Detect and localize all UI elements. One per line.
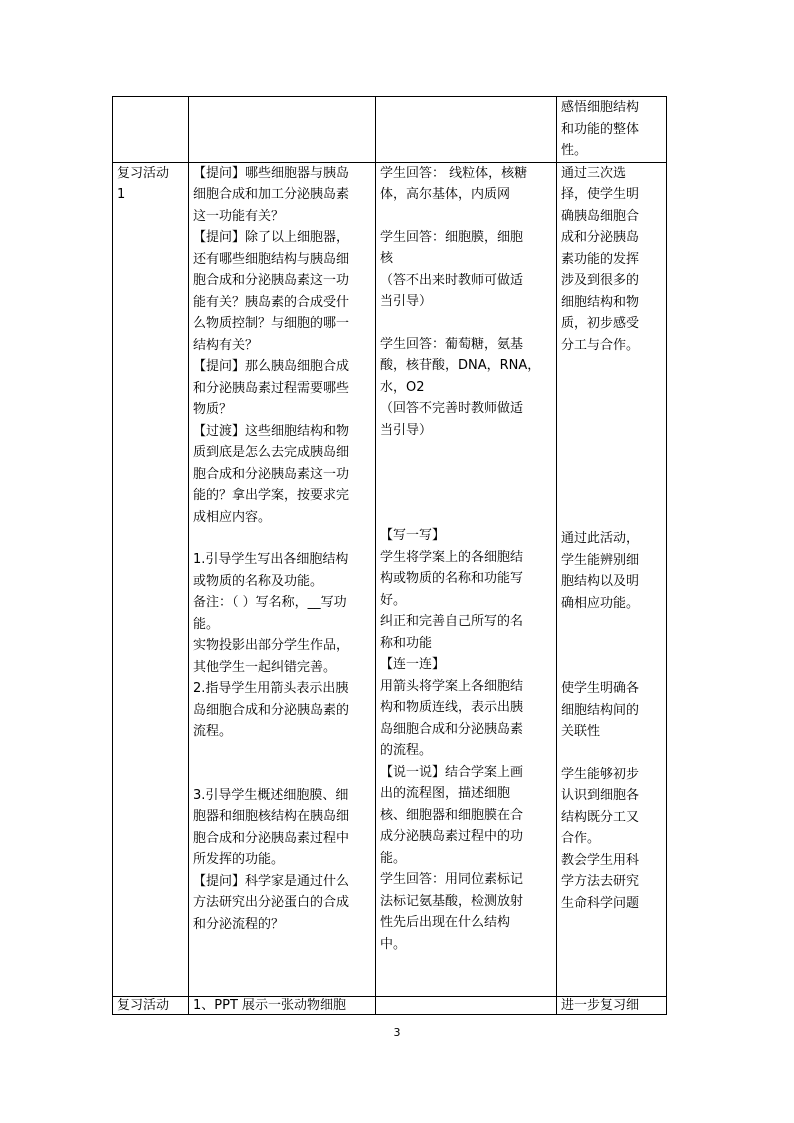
- text-line: 和分泌流程的？: [193, 916, 285, 932]
- cell-bottom-intent: 进一步复习细: [557, 996, 667, 1014]
- text-line: 学生回答：细胞膜，细胞: [380, 229, 524, 245]
- text-line: 称和功能: [380, 635, 433, 651]
- text-line: 通过三次选: [561, 165, 627, 181]
- text-line: 认识到细胞各: [561, 788, 640, 803]
- lines-teacher-guide-1-2: [193, 549, 371, 743]
- text-line: 学方法去研究: [561, 874, 640, 889]
- text-line: 能的？拿出学案，按要求完: [193, 488, 350, 503]
- text-line: 确相应功能。: [561, 595, 640, 611]
- text-line: 学生能辨别细: [561, 552, 640, 568]
- text-line: 学生回答： 线粒体，核糖: [380, 165, 528, 181]
- text-line: 关联性: [561, 724, 601, 739]
- text-line: 教会学生用科: [561, 852, 640, 868]
- text-line: 实物投影出部分学生作品，: [193, 638, 350, 653]
- text-line: 分工与合作。: [561, 337, 640, 353]
- text-line: 能。: [380, 850, 407, 866]
- table-row-top: [113, 97, 667, 163]
- table-row-review-activity-1: [113, 162, 667, 996]
- text-line: 学生回答：葡萄糖，氨基: [380, 336, 524, 352]
- text-line: 胞合成和分泌胰岛素过程中: [193, 830, 350, 846]
- cell-top-teacher: [189, 97, 376, 163]
- text-line: （答不出来时教师可做适: [380, 272, 524, 288]
- text-line: 成分泌胰岛素过程中的功: [380, 829, 524, 844]
- text-line: 好。: [380, 592, 407, 608]
- text-line: 性。: [561, 143, 588, 158]
- lines-teacher-guide-3: [193, 785, 371, 936]
- text-line: 酸，核苷酸，DNA，RNA，: [380, 358, 541, 373]
- text-line: 学生回答：用同位素标记: [380, 872, 524, 887]
- text-line: 还有哪些细胞结构与胰岛细: [193, 251, 350, 267]
- text-line: 岛细胞合成和分泌胰岛素的: [193, 702, 350, 718]
- text-line: 物质？: [193, 402, 233, 417]
- lines-teacher-questions: [193, 163, 371, 529]
- text-line: 方法研究出分泌蛋白的合成: [193, 895, 350, 910]
- lines-intent-2: [561, 528, 662, 614]
- table-row-bottom: [113, 996, 667, 1014]
- text-line: 构和物质连线，表示出胰: [380, 700, 524, 715]
- text-line: 感悟细胞结构: [561, 100, 640, 115]
- text-line: 结构既分工又: [561, 809, 640, 825]
- text-line: 涉及到很多的: [561, 273, 640, 288]
- text-line: 能。: [193, 616, 220, 632]
- text-line: 当引导）: [380, 294, 433, 309]
- page-number: 3: [393, 1026, 401, 1039]
- text-line: 成和分泌胰岛: [561, 230, 640, 245]
- cell-top-student: [376, 97, 557, 163]
- text-line: 质到底是怎么去完成胰岛细: [193, 445, 350, 460]
- text-line: 细胞结构间的: [561, 702, 640, 718]
- text-line: 出的流程图，描述细胞: [380, 786, 511, 801]
- lines-student-answer-3: [380, 334, 552, 442]
- text-line: 细胞结构和物: [561, 294, 640, 310]
- text-line: 细胞合成和加工分泌胰岛素: [193, 187, 350, 202]
- text-line: 其他学生一起纠错完善。: [193, 659, 337, 675]
- cell-top-activity: [113, 97, 189, 163]
- text-line: 复习活动: [117, 165, 170, 181]
- cell-top-intent: [557, 97, 667, 163]
- text-line: 流程。: [193, 724, 233, 739]
- text-line: 学生能够初步: [561, 766, 640, 782]
- text-line: 结构有关？: [193, 337, 259, 353]
- cell-student-activity: [376, 162, 557, 996]
- text-line: 【提问】科学家是通过什么: [193, 873, 350, 889]
- lines-intent-3: [561, 678, 662, 743]
- text-line: （回答不完善时教师做适: [380, 401, 524, 416]
- text-line: 能有关？胰岛素的合成受什: [193, 294, 350, 310]
- text-line: 核: [380, 251, 394, 266]
- text-line: 的流程。: [380, 743, 433, 758]
- text-line: 确胰岛细胞合: [561, 208, 640, 224]
- text-line: 【连一连】: [380, 657, 446, 672]
- text-line: 使学生明确各: [561, 681, 640, 696]
- text-line: 成相应内容。: [193, 509, 272, 525]
- text-line: 【写一写】: [380, 528, 446, 543]
- text-line: 体，高尔基体，内质网: [380, 187, 511, 202]
- cell-bottom-teacher: 1、PPT 展示一张动物细胞: [189, 996, 376, 1014]
- text-line: 质，初步感受: [561, 316, 640, 331]
- text-line: 【过渡】这些细胞结构和物: [193, 423, 350, 439]
- cell-bottom-activity: 复习活动: [113, 996, 189, 1014]
- text-line: 胞合成和分泌胰岛素这一功: [193, 273, 350, 288]
- lines-student-answer-2: [380, 227, 552, 313]
- text-line: 1: [117, 187, 126, 202]
- text-line: 素功能的发挥: [561, 251, 640, 267]
- text-line: 法标记氨基酸，检测放射: [380, 893, 524, 909]
- text-line: 么物质控制？与细胞的哪一: [193, 316, 350, 331]
- text-line: 水，O2: [380, 379, 425, 395]
- cell-activity-name: [113, 162, 189, 996]
- lesson-plan-table: [112, 96, 667, 1015]
- text-line: 【提问】除了以上细胞器，: [193, 230, 350, 245]
- lines-intent-4: [561, 764, 662, 915]
- text-line: 【说一说】结合学案上画: [380, 764, 524, 780]
- lines-top-intent: [561, 97, 662, 162]
- cell-design-intent: [557, 162, 667, 996]
- text-line: 择，使学生明: [561, 187, 640, 202]
- text-line: 这一功能有关？: [193, 208, 285, 224]
- text-line: 【提问】哪些细胞器与胰岛: [193, 165, 350, 181]
- lines-student-answer-1: [380, 163, 552, 206]
- text-line: 或物质的名称及功能。: [193, 573, 324, 589]
- text-line: 和功能的整体: [561, 121, 640, 137]
- text-line: 合作。: [561, 831, 601, 846]
- text-line: 3.引导学生概述细胞膜、细: [193, 787, 349, 803]
- text-line: 通过此活动，: [561, 531, 640, 546]
- lines-student-tasks: [380, 525, 552, 955]
- text-line: 所发挥的功能。: [193, 852, 285, 867]
- cell-bottom-student: [376, 996, 557, 1014]
- cell-teacher-activity: [189, 162, 376, 996]
- lines-intent-1: [561, 163, 662, 357]
- text-line: 胞结构以及明: [561, 574, 640, 589]
- text-line: 备注：（ ）写名称，__写功: [193, 595, 347, 610]
- text-line: 和分泌胰岛素过程需要哪些: [193, 380, 350, 396]
- text-line: 胞合成和分泌胰岛素这一功: [193, 466, 350, 482]
- text-line: 中。: [380, 936, 407, 952]
- text-line: 生命科学问题: [561, 895, 640, 911]
- text-line: 当引导）: [380, 422, 433, 438]
- text-line: 核、细胞器和细胞膜在合: [380, 807, 524, 823]
- text-line: 岛细胞合成和分泌胰岛素: [380, 721, 524, 737]
- text-line: 性先后出现在什么结构: [380, 915, 511, 930]
- text-line: 胞器和细胞核结构在胰岛细: [193, 809, 350, 824]
- text-line: 【提问】那么胰岛细胞合成: [193, 359, 350, 374]
- text-line: 2.指导学生用箭头表示出胰: [193, 681, 349, 696]
- text-line: 学生将学案上的各细胞结: [380, 549, 524, 565]
- text-line: 用箭头将学案上各细胞结: [380, 678, 524, 694]
- text-line: 构或物质的名称和功能写: [380, 571, 524, 586]
- text-line: 纠正和完善自己所写的名: [380, 614, 524, 629]
- text-line: 1.引导学生写出各细胞结构: [193, 552, 349, 567]
- lines-activity-name: [117, 163, 184, 206]
